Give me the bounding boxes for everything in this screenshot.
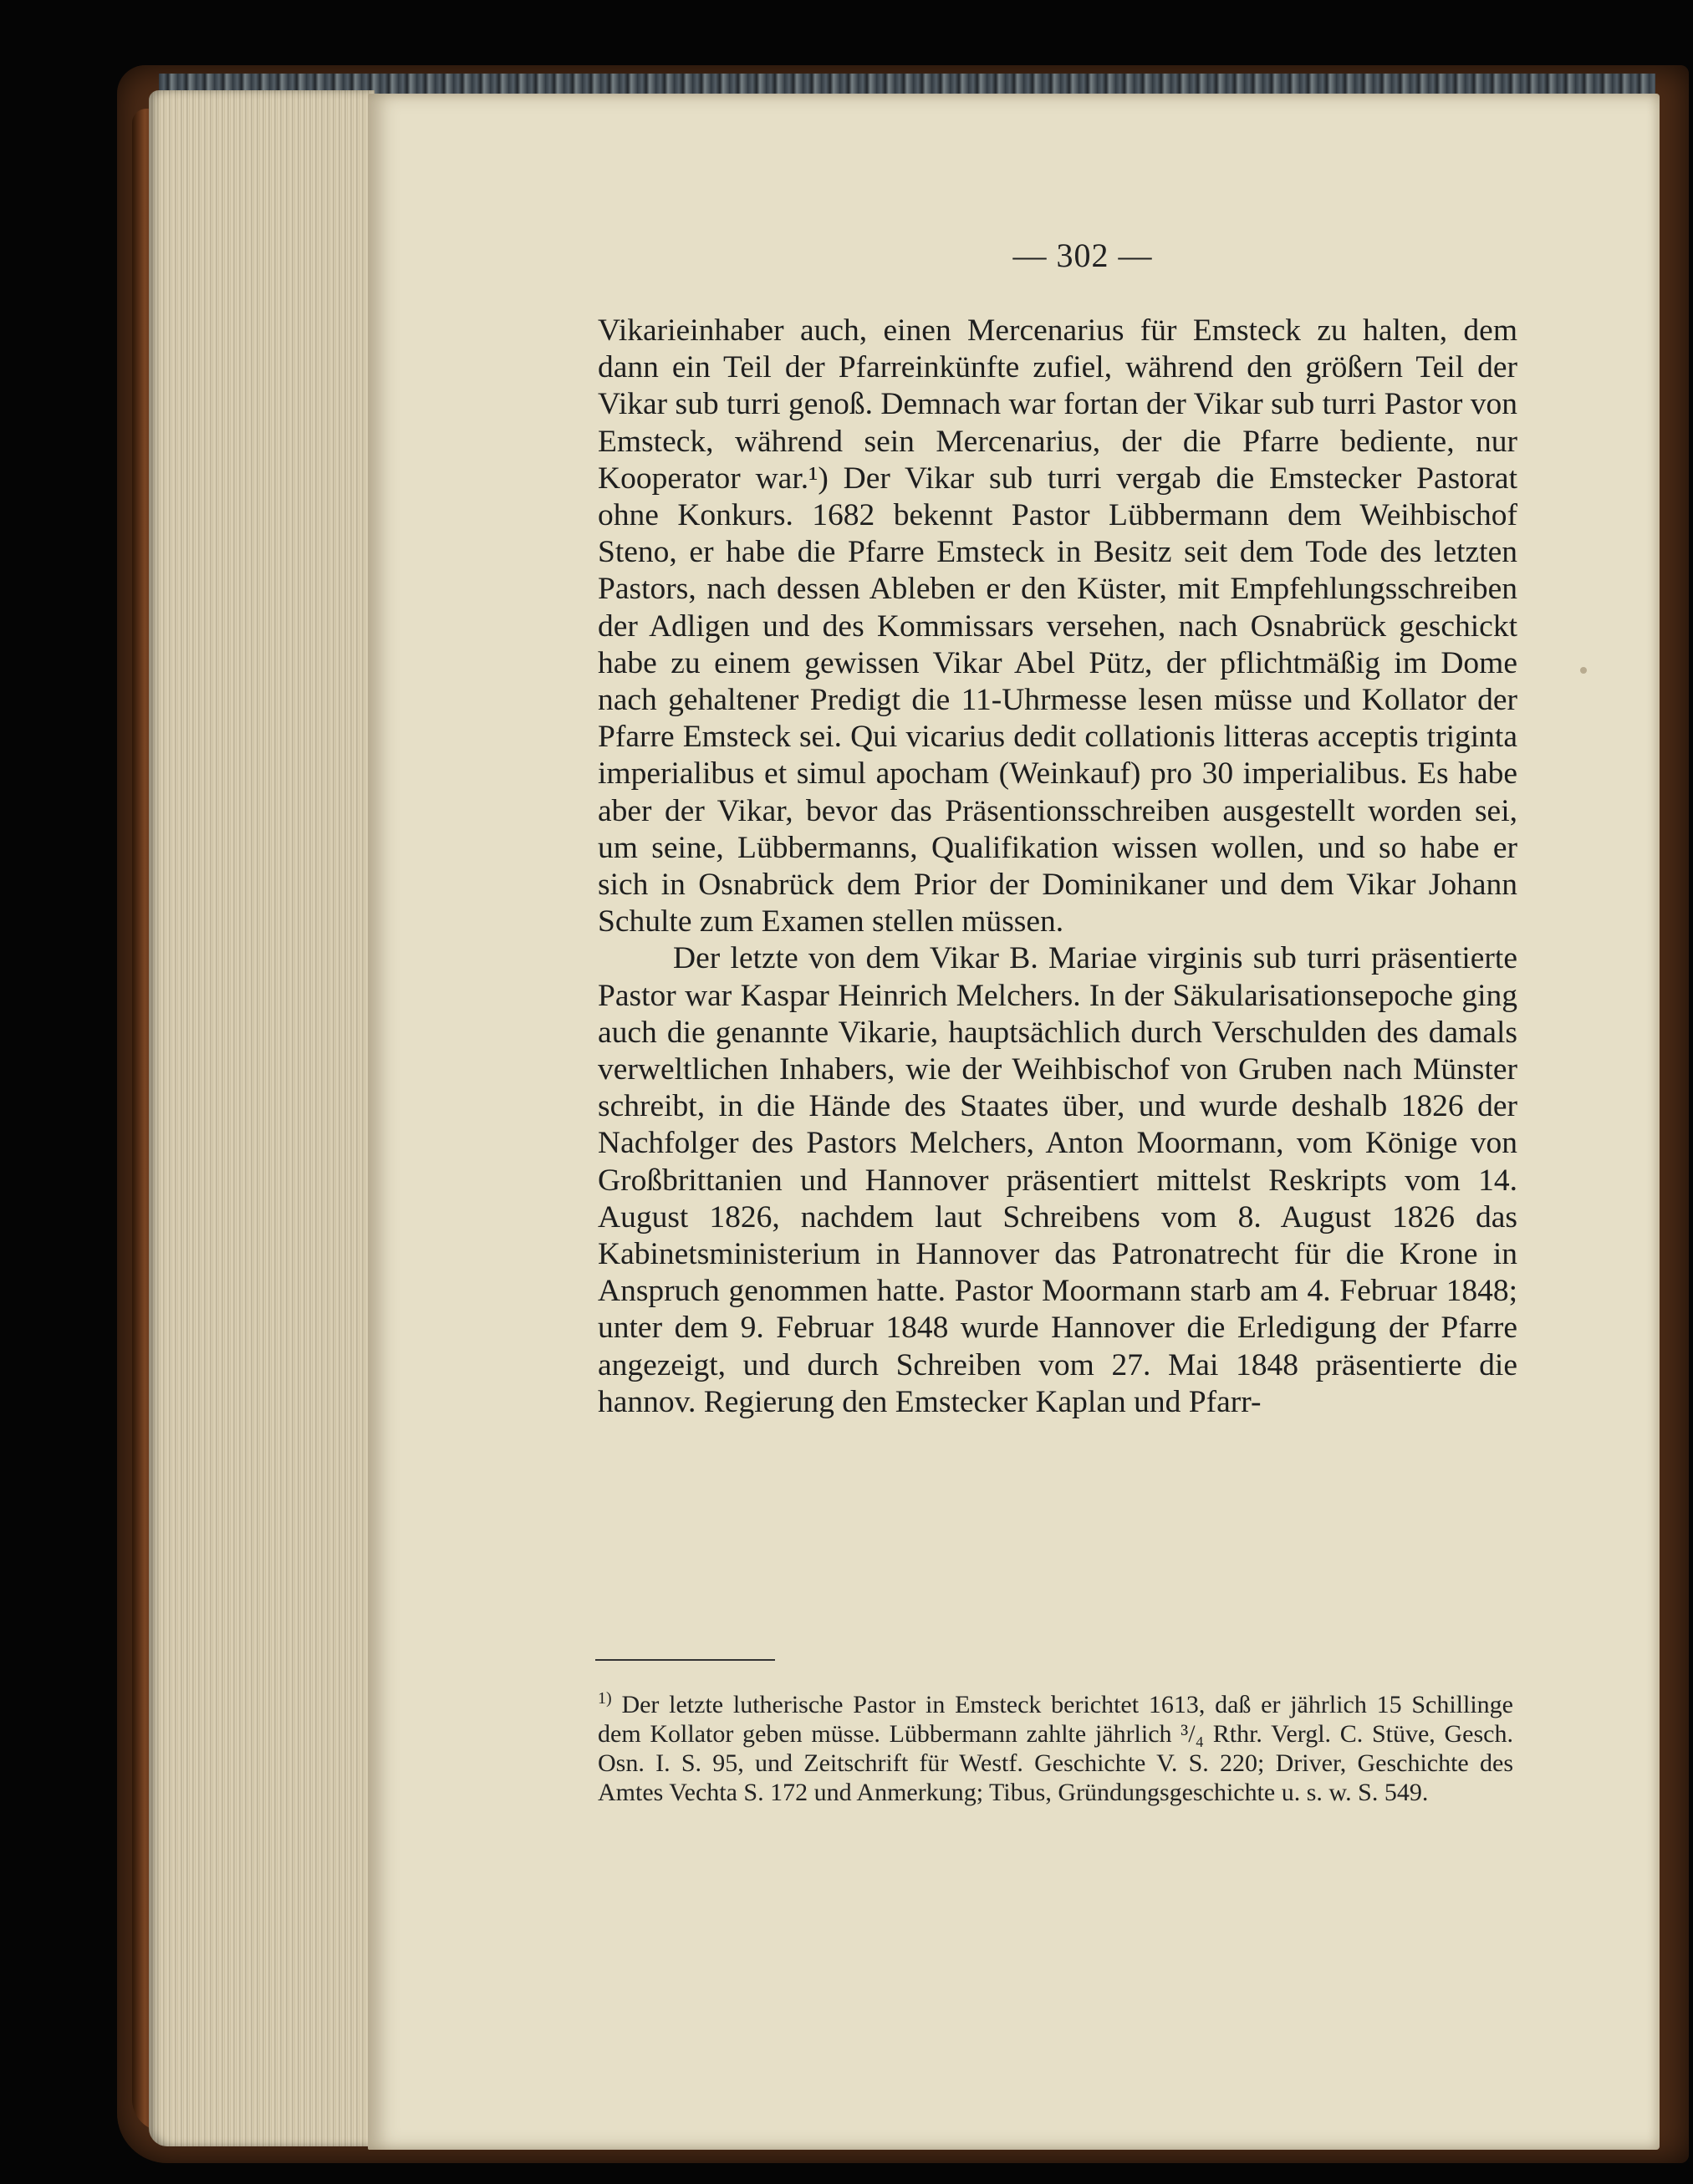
footnote-divider: [595, 1659, 775, 1661]
footnote: [598, 1684, 1513, 1807]
body-text: [598, 313, 1517, 1421]
paragraph: Der letzte von dem Vikar B. Mariae virginis sub turri präsentierte Pastor war Kaspar Heinrich Melchers. In der Säkularisationsepoche ging auch die genannte Vikarie, hauptsächlich durch Verschulden des damals verweltlichen Inhabers, wie der Weihbischof von Gruben nach Münster schreibt, in die Hände des Staates über, und wurde deshalb 1826 der Nachfolger des Pastors Melchers, Anton Moormann, vom Könige von Großbrittanien und Hannover präsentiert mittelst Reskripts vom 14. August 1826, nachdem laut Schreibens vom 8. August 1826 das Kabinetsministerium in Hannover das Patronatrecht für die Krone in Anspruch genommen hatte. Pastor Moormann starb am 4. Februar 1848; unter dem 9. Februar 1848 wurde Hannover die Erledigung der Pfarre angezeigt, und durch Schreiben vom 27. Mai 1848 präsentierte die hannov. Regierung den Emstecker Kaplan und Pfarr-: [598, 941, 1517, 1419]
page-edges: [149, 90, 375, 2146]
footnote-text: Der letzte lutherische Pastor in Emsteck berichtet 1613, daß er jährlich 15 Schillinge dem Kollator geben müsse. Lübbermann zahlte jährlich ³/₄ Rthr. Vergl. C. Stüve, Gesch. Osn. I. S. 95, und Zeitschrift für Westf. Geschichte V. S. 220; Driver, Geschichte des Amtes Vechta S. 172 und Anmerkung; Tibus, Gründungsgeschichte u. s. w. S. 549.: [598, 1691, 1513, 1806]
footnote-marker: 1): [598, 1689, 612, 1708]
paper-speck: [1580, 667, 1587, 674]
paragraph: Vikarieinhaber auch, einen Mercenarius für Emsteck zu halten, dem dann ein Teil der Pfarreinkünfte zufiel, während den größern Teil der Vikar sub turri genoß. Demnach war fortan der Vikar sub turri Pastor von Emsteck, während sein Mercenarius, der die Pfarre bediente, nur Kooperator war.¹) Der Vikar sub turri vergab die Emstecker Pastorat ohne Konkurs. 1682 bekennt Pastor Lübbermann dem Weihbischof Steno, er habe die Pfarre Emsteck in Besitz seit dem Tode des letzten Pastors, nach dessen Ableben er den Küster, mit Empfehlungsschreiben der Adligen und des Kommissars versehen, nach Osnabrück geschickt habe zu einem gewissen Vikar Abel Pütz, der pflichtmäßig im Dome nach gehaltener Predigt die 11-Uhrmesse lesen müsse und Kollator der Pfarre Emsteck sei. Qui vicarius dedit collationis litteras acceptis triginta imperialibus et simul apocham (Weinkauf) pro 30 imperialibus. Es habe aber der Vikar, bevor das Präsentionsschreiben ausgestellt worden sei, um seine, Lübbermanns, Qualifikation wissen wollen, und so habe er sich in Osnabrück dem Prior der Dominikaner und dem Vikar Johann Schulte zum Examen stellen müssen.: [598, 313, 1517, 939]
page-number: — 302 —: [1012, 237, 1153, 274]
